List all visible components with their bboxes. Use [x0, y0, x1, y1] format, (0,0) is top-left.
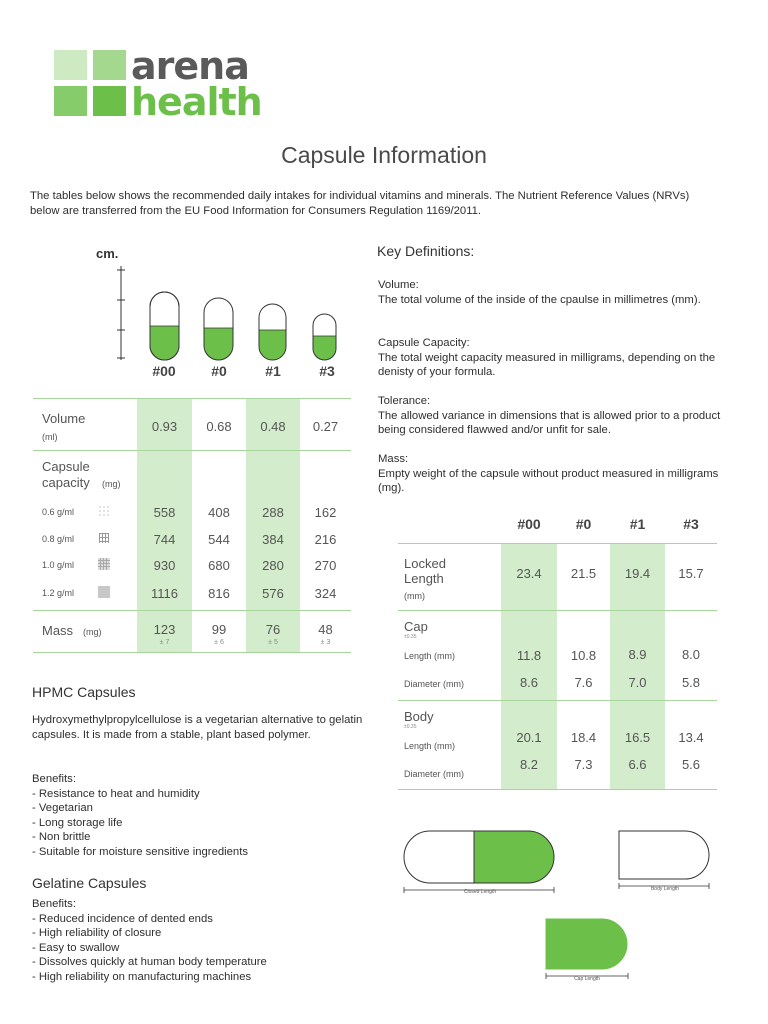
column-header: #0 [575, 516, 592, 532]
cap-length-cell: 8.9 [628, 647, 647, 662]
capacity-cell: 576 [262, 586, 284, 601]
locked-length-label: Locked [404, 556, 446, 571]
mass-tolerance: ± 3 [320, 639, 331, 646]
highlight-column [137, 398, 192, 652]
capacity-cell: 816 [208, 586, 230, 601]
chart-unit-label: cm. [96, 246, 119, 261]
mass-1: 76 [265, 622, 281, 637]
cap-label: Cap [404, 619, 428, 634]
logo-square [93, 50, 126, 80]
volume-unit: (ml) [42, 432, 58, 442]
list-item: - Vegetarian [32, 802, 93, 814]
capacity-cell: 680 [208, 558, 230, 573]
list-item: - Suitable for moisture sensitive ingredients [32, 845, 248, 858]
capacity-cell: 558 [153, 505, 176, 520]
table-divider [33, 450, 351, 451]
list-item: - Long storage life [32, 816, 123, 829]
list-item: - Easy to swallow [32, 941, 120, 954]
capacity-cell: 744 [153, 532, 176, 547]
cap-diameter-label: Diameter (mm) [404, 679, 464, 689]
body-diagram [615, 828, 715, 892]
cap-length-label: Length (mm) [404, 651, 456, 661]
density-label: 1.2 g/ml [42, 588, 75, 598]
body-length-cell: 16.5 [624, 730, 651, 745]
mass-unit: (mg) [83, 627, 102, 637]
volume-00: 0.93 [151, 419, 178, 434]
cap-diameter-cell: 8.6 [519, 675, 539, 690]
capacity-cell: 544 [208, 532, 230, 547]
size-label-1: #1 [265, 363, 281, 379]
volume-3: 0.27 [312, 419, 339, 434]
logo-arena: arena [131, 44, 249, 88]
capacity-cell: 384 [262, 532, 284, 547]
definition-tolerance: Tolerance: The allowed variance in dimensions that is allowed prior to a product being considered flawwed and/or unfit for sale. [378, 395, 721, 436]
mass-3: 48 [318, 622, 333, 637]
volume-1: 0.48 [260, 419, 286, 434]
body-length-cell: 20.1 [516, 730, 542, 745]
capacity-cell: 930 [153, 558, 176, 573]
capacity-cell: 324 [314, 586, 337, 601]
density-pattern-icon [98, 505, 110, 517]
hpmc-title: HPMC Capsules [32, 684, 136, 700]
mass-00: 123 [153, 622, 176, 637]
cap-diameter-cell: 5.8 [681, 675, 701, 690]
list-item: - Dissolves quickly at human body temperature [32, 956, 267, 968]
locked-cell: 15.7 [678, 566, 704, 581]
capsule-3-icon [313, 314, 336, 360]
capacity-cell: 280 [262, 558, 284, 573]
cap-length-cell: 8.0 [681, 647, 701, 662]
logo-square [93, 86, 126, 116]
capacity-cell: 162 [314, 505, 337, 520]
cap-diagram [542, 916, 632, 980]
table-divider [398, 543, 717, 544]
capsule-0-icon [204, 298, 233, 361]
column-header: #1 [629, 516, 646, 532]
table-divider [398, 789, 717, 790]
key-definitions-title: Key Definitions: [377, 243, 475, 259]
capacity-cell: 408 [208, 505, 230, 520]
hpmc-benefits: Benefits: - Resistance to heat and humidity - Vegetarian - Long storage life - Non brittle - Suitable for moisture sensitive ingredients [32, 772, 377, 859]
column-header: #00 [517, 516, 541, 532]
density-label: 0.6 g/ml [42, 507, 75, 517]
size-label-00: #00 [152, 363, 176, 379]
body-length-caption: Body Length [650, 886, 680, 892]
mass-tolerance: ± 5 [268, 639, 278, 646]
definition-capacity: Capsule Capacity: The total weight capacity measured in milligrams, depending on the denisty of your formula. [378, 337, 716, 378]
body-length-cell: 13.4 [678, 730, 704, 745]
cap-tolerance: ±0.35 [404, 634, 417, 640]
body-length-label: Length (mm) [404, 741, 456, 751]
list-item: - Reduced incidence of dented ends [32, 912, 213, 925]
body-diameter-cell: 8.2 [519, 757, 539, 772]
density-pattern-icon [98, 558, 110, 570]
table-divider [33, 610, 351, 611]
volume-0: 0.68 [206, 419, 232, 434]
logo-health: health [131, 80, 262, 124]
list-item: - High reliability of closure [32, 927, 162, 939]
mass-tolerance: ± 6 [214, 639, 224, 646]
column-header: #3 [683, 516, 699, 532]
cap-diameter-cell: 7.0 [628, 675, 647, 690]
density-label: 0.8 g/ml [42, 534, 75, 544]
locked-cell: 21.5 [570, 566, 597, 581]
density-label: 1.0 g/ml [42, 560, 75, 570]
table-divider [398, 700, 717, 701]
capacity-cell: 270 [314, 558, 337, 573]
capacity-unit: (mg) [102, 479, 121, 489]
list-item: - Non brittle [32, 831, 91, 843]
mass-label: Mass [42, 623, 74, 638]
closed-length-caption: Closed Length [463, 889, 497, 895]
capacity-cell: 288 [262, 505, 284, 520]
definition-volume: Volume: The total volume of the inside of the cpaulse in millimetres (mm). [378, 279, 701, 306]
cap-length-cell: 11.8 [516, 648, 542, 663]
gelatine-benefits: Benefits: - Reduced incidence of dented ends - High reliability of closure - Easy to swallow - Dissolves quickly at human body temperature - High reliability on manufacturing machines [32, 897, 377, 984]
capacity-cell: 216 [314, 532, 337, 547]
cap-length-caption: Cap Length [574, 976, 600, 982]
body-diameter-cell: 6.6 [628, 757, 647, 772]
capacity-label: capacity [42, 475, 90, 490]
body-label: Body [404, 709, 434, 724]
table-divider [33, 652, 351, 653]
list-item: - High reliability on manufacturing machines [32, 970, 252, 983]
intro-text: The tables below shows the recommended daily intakes for individual vitamins and minerals. The Nutrient Reference Values (NRVs) below are transferred from the EU Food Information for Consumers Regulation 1169/2011. [30, 190, 690, 217]
density-pattern-icon [98, 586, 110, 598]
table-divider [33, 398, 351, 399]
definition-mass: Mass: Empty weight of the capsule without product measured in milligrams (mg). [378, 453, 719, 494]
body-tolerance: ±0.35 [404, 724, 417, 730]
closed-capsule-diagram [400, 828, 560, 898]
gelatine-title: Gelatine Capsules [32, 875, 147, 891]
size-label-3: #3 [319, 363, 335, 379]
capsule-00-icon [150, 292, 179, 360]
logo-square [54, 50, 87, 80]
hpmc-description: Hydroxymethylpropylcellulose is a vegetarian alternative to gelatin capsules. It is made from a stable, plant based polymer. [32, 714, 363, 741]
page-title: Capsule Information [281, 142, 487, 168]
capacity-label: Capsule [42, 459, 90, 474]
locked-cell: 19.4 [624, 566, 651, 581]
cap-length-cell: 10.8 [570, 648, 597, 663]
mass-0: 99 [211, 622, 227, 637]
body-length-cell: 18.4 [570, 730, 597, 745]
mass-tolerance: ± 7 [159, 639, 170, 646]
body-diameter-cell: 5.6 [681, 757, 701, 772]
capacity-cell: 1116 [151, 586, 178, 601]
list-item: - Resistance to heat and humidity [32, 787, 200, 800]
density-pattern-icon [98, 532, 110, 544]
logo-square [54, 86, 87, 116]
size-label-0: #0 [211, 363, 227, 379]
locked-length-label: Length [404, 571, 444, 586]
volume-label: Volume [42, 411, 86, 426]
capsule-1-icon [259, 304, 286, 360]
locked-cell: 23.4 [516, 566, 542, 581]
body-diameter-cell: 7.3 [574, 757, 593, 772]
cap-diameter-cell: 7.6 [574, 675, 593, 690]
highlight-column [246, 398, 300, 652]
table-divider [398, 610, 717, 611]
body-diameter-label: Diameter (mm) [404, 769, 464, 779]
locked-length-unit: (mm) [404, 591, 425, 601]
